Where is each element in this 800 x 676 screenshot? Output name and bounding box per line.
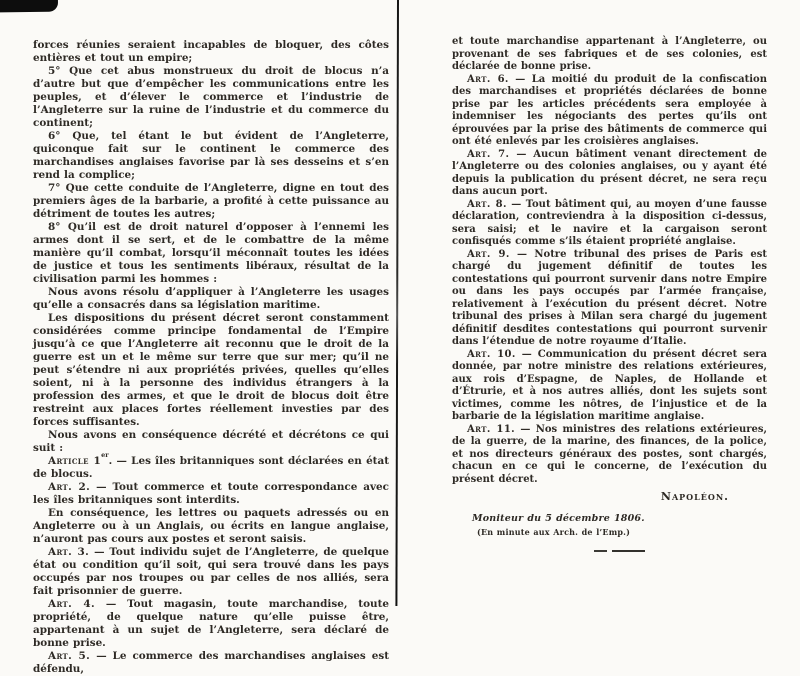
paragraph-text: — Tout magasin, toute marchandise, toute propriété, de quelque nature qu’elle puisse être, appartenant à un sujet de l’Angleterre, sera déclaré de bonne prise. — [33, 598, 389, 649]
article-paragraph — [452, 424, 767, 487]
article-paragraph — [452, 149, 767, 199]
paragraph-text: 5° Que cet abus monstrueux du droit de blocus n’a d’autre but que d’empêcher les communications entre les peuples, et d’élever le commerce et l’industrie de l’Angleterre sur la ruine de l’industrie et du commerce du continent; — [33, 65, 389, 129]
article-label: Art. 8. — [467, 198, 507, 210]
paragraph-text: — La moitié du produit de la confiscation des marchandises et propriétés déclarées de bonne prise par les articles précédents sera employée à indemniser les négociants des pertes qu’ils ont éprouvées par la prise des bâtiments de commerce qui ont été enlevés par les croisières anglaises. — [452, 73, 767, 147]
paragraph — [33, 39, 389, 65]
paragraph-text: — Aucun bâtiment venant directement de l’Angleterre ou des colonies anglaises, ou y ayant été depuis la publication du présent décret, ne sera reçu dans aucun port. — [452, 148, 768, 197]
paragraph-text: Les dispositions du présent décret seront constamment considérées comme principe fondamental de l’Empire jusqu’à ce que l’Angleterre ait reconnu que le droit de la guerre est un et le même sur terre que sur mer; qu’il ne peut s’étendre ni aux propriétés privées, quelles qu’elles soient, ni à la personne des individus étrangers à la profession des armes, et que le droit de blocus doit être restreint aux places fortes réellement investies par des forces suffisantes. — [33, 312, 389, 428]
article-paragraph — [33, 481, 389, 507]
paragraph-text: — Notre tribunal des prises de Paris est chargé du jugement définitif de toutes les contestations qui pourront survenir dans notre Empire ou dans les pays occupés par l’armée française, relativement à l’exécution du présent décret. Notre tribunal des prises à Milan sera chargé du jugement définitif desdites contestations qui pourront survenir dans l’étendue de notre royaume d’Italie. — [452, 248, 767, 347]
separator-dash-long — [612, 550, 645, 552]
text-column-right — [452, 36, 767, 552]
paragraph-text: . — Les îles britanniques sont déclarées en état de blocus. — [33, 455, 390, 480]
separator-rule — [594, 550, 767, 552]
article-paragraph — [452, 74, 767, 149]
article-label: Art. 3. — [48, 546, 90, 558]
paragraph-text: — Tout individu sujet de l’Angleterre, de quelque état ou condition qu’il soit, qui sera trouvé dans les pays occupés par nos troupes ou par celles de nos alliés, sera fait prisonnier de guerre. — [33, 546, 389, 597]
source-citation — [472, 513, 767, 539]
paragraph-text: 6° Que, tel étant le but évident de l’Angleterre, quiconque fait sur le continent le commerce des marchandises anglaises favorise par là ses desseins et s’en rend la complice; — [33, 130, 389, 181]
article-label: Art. 6. — [467, 73, 509, 85]
paragraph-text: forces réunies seraient incapables de bloquer, des côtes entières et tout un empire; — [33, 39, 389, 64]
article-label: Art. 2. — [48, 481, 91, 493]
paragraph — [33, 429, 389, 455]
article-label: Art. 10. — [467, 348, 516, 360]
article-paragraph — [33, 650, 389, 676]
paragraph-text: En conséquence, les lettres ou paquets adressés ou en Angleterre ou à un Anglais, ou écrits en langue anglaise, n’auront pas cours aux postes et seront saisis. — [33, 507, 389, 545]
paragraph-text: et toute marchandise appartenant à l’Angleterre, ou provenant de ses fabriques et de ses colonies, est déclarée de bonne prise. — [452, 36, 767, 72]
paragraph — [33, 182, 389, 221]
paragraph-text: Nous avons en conséquence décrété et décrétons ce qui suit : — [33, 429, 389, 454]
paragraph — [33, 65, 389, 130]
article-label: Art. 11. — [467, 423, 516, 435]
ordinal-suffix: er — [101, 450, 109, 459]
book-gutter-line — [395, 0, 399, 606]
paragraph-text: — Tout bâtiment qui, au moyen d’une fausse déclaration, contreviendra à la disposition ci-dessus, sera saisi; et le navire et la cargaison seront confisqués comme s’ils étaient propriété anglaise. — [452, 198, 767, 247]
article-label: Art. 7. — [467, 148, 510, 160]
scan-corner-artifact — [0, 0, 58, 12]
paragraph — [452, 36, 767, 74]
article-label: Article 1 — [48, 455, 102, 467]
article-label: Art. 4. — [48, 598, 96, 610]
paragraph — [33, 130, 389, 182]
signature-napoleon: Napoléon. — [660, 490, 729, 503]
paragraph-text: — Tout commerce et toute correspondance avec les îles britanniques sont interdits. — [33, 481, 389, 506]
article-paragraph — [452, 199, 767, 249]
paragraph-text: — Communication du présent décret sera donnée, par notre ministre des relations extérieures, aux rois d’Espagne, de Naples, de Hollande et d’Étrurie, et à nos autres alliés, dont les sujets sont victimes, comme les nôtres, de l’injustice et de la barbarie de la législation maritime anglaise. — [452, 348, 767, 422]
separator-dash-short — [594, 550, 607, 552]
paragraph-text: Nous avons résolu d’appliquer à l’Angleterre les usages qu’elle a consacrés dans sa législation maritime. — [33, 286, 389, 311]
text-column-left — [33, 39, 389, 676]
paragraph-text: 8° Qu’il est de droit naturel d’opposer à l’ennemi les armes dont il se sert, et de le combattre de la même manière qu’il combat, lorsqu’il méconnaît toutes les idées de justice et tous les sentiments libéraux, résultat de la civilisation parmi les hommes : — [33, 221, 389, 285]
article-label: Art. 5. — [48, 650, 91, 662]
paragraph — [33, 312, 389, 429]
article-paragraph — [452, 249, 767, 349]
source-archive-note: (En minute aux Arch. de l’Emp.) — [477, 527, 631, 537]
article-paragraph — [33, 450, 390, 481]
paragraph — [33, 286, 389, 312]
article-paragraph — [33, 546, 389, 598]
paragraph-text: — Nos ministres des relations extérieures, de la guerre, de la marine, des finances, de la police, et nos directeurs généraux des postes, sont chargés, chacun en ce qui le concerne, de l’exécution du présent décret. — [452, 423, 767, 485]
paragraph-text: 7° Que cette conduite de l’Angleterre, digne en tout des premiers âges de la barbarie, a profité à cette puissance au détriment de toutes les autres; — [33, 182, 389, 220]
paragraph — [33, 221, 389, 286]
source-journal-line: Moniteur du 5 décembre 1806. — [472, 512, 645, 524]
article-label: Art. 9. — [467, 248, 510, 260]
paragraph — [33, 507, 389, 546]
article-paragraph — [452, 349, 767, 424]
paragraph-text: — Le commerce des marchandises anglaises est défendu, — [33, 650, 389, 675]
